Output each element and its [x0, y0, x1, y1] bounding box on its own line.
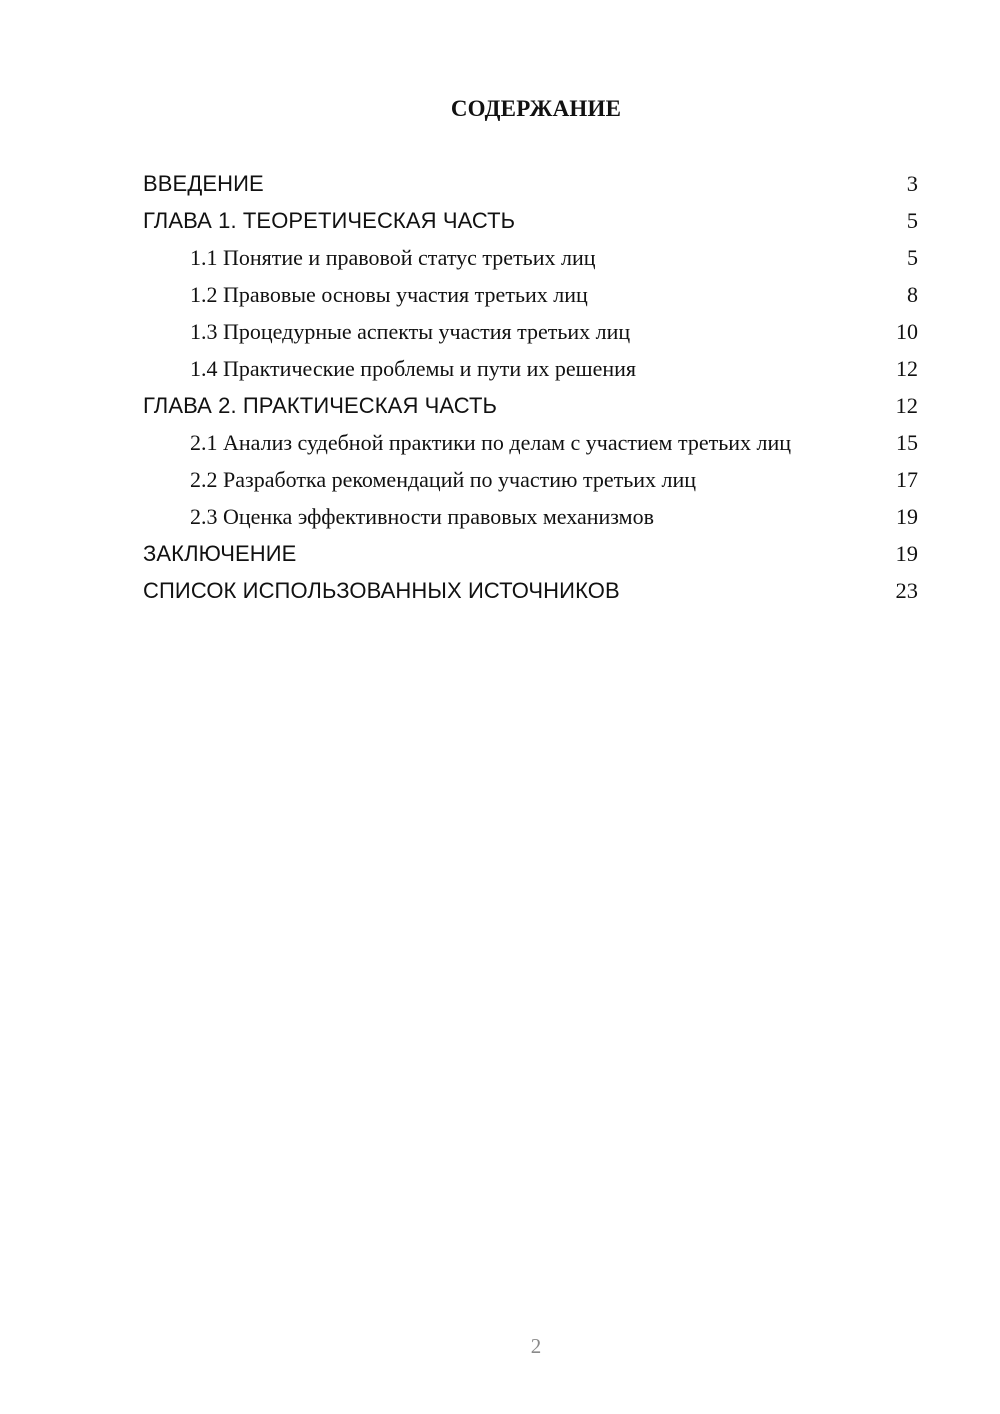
toc-entry-references[interactable]: [143, 577, 918, 604]
toc-entry-label: 1.2 Правовые основы участия третьих лиц: [190, 282, 588, 307]
toc-entry-section-2-2[interactable]: [143, 466, 918, 493]
toc-entry-label: ВВЕДЕНИЕ: [143, 171, 264, 196]
page-title: СОДЕРЖАНИЕ: [450, 96, 622, 121]
toc-entry-section-1-1[interactable]: [143, 244, 918, 271]
toc-entry-page: 8: [907, 282, 918, 307]
toc-entry-introduction[interactable]: [143, 170, 918, 197]
table-of-contents: [143, 170, 918, 614]
toc-entry-page: 12: [896, 356, 918, 381]
toc-entry-page: 15: [896, 430, 918, 455]
toc-entry-page: 10: [896, 319, 918, 344]
toc-entry-label: 2.2 Разработка рекомендаций по участию третьих лиц: [190, 467, 697, 492]
toc-entry-page: 23: [895, 578, 918, 603]
toc-entry-page: 5: [906, 208, 918, 233]
toc-entry-chapter-1[interactable]: [143, 207, 918, 234]
toc-entry-page: 5: [907, 245, 918, 270]
toc-entry-page: 3: [906, 171, 918, 196]
toc-entry-chapter-2[interactable]: [143, 392, 918, 419]
toc-entry-page: 19: [896, 504, 918, 529]
toc-entry-page: 12: [895, 393, 918, 418]
toc-entry-label: 1.4 Практические проблемы и пути их решения: [190, 356, 637, 381]
toc-entry-label: ЗАКЛЮЧЕНИЕ: [143, 541, 297, 566]
toc-entry-section-1-4[interactable]: [143, 355, 918, 382]
toc-entry-label: 2.1 Анализ судебной практики по делам с участием третьих лиц: [190, 430, 792, 455]
toc-entry-label: 2.3 Оценка эффективности правовых механизмов: [190, 504, 654, 529]
toc-entry-conclusion[interactable]: [143, 540, 918, 567]
toc-entry-section-2-1[interactable]: [143, 429, 918, 456]
toc-entry-label: 1.3 Процедурные аспекты участия третьих лиц: [190, 319, 631, 344]
toc-entry-label: ГЛАВА 2. ПРАКТИЧЕСКАЯ ЧАСТЬ: [143, 393, 498, 418]
toc-entry-label: ГЛАВА 1. ТЕОРЕТИЧЕСКАЯ ЧАСТЬ: [143, 208, 516, 233]
toc-entry-page: 19: [895, 541, 918, 566]
toc-entry-label: 1.1 Понятие и правовой статус третьих лиц: [190, 245, 596, 270]
toc-entry-section-1-2[interactable]: [143, 281, 918, 308]
toc-entry-page: 17: [896, 467, 918, 492]
toc-entry-section-2-3[interactable]: [143, 503, 918, 530]
toc-entry-label: СПИСОК ИСПОЛЬЗОВАННЫХ ИСТОЧНИКОВ: [143, 578, 620, 603]
toc-entry-section-1-3[interactable]: [143, 318, 918, 345]
page-number: 2: [530, 1334, 542, 1358]
